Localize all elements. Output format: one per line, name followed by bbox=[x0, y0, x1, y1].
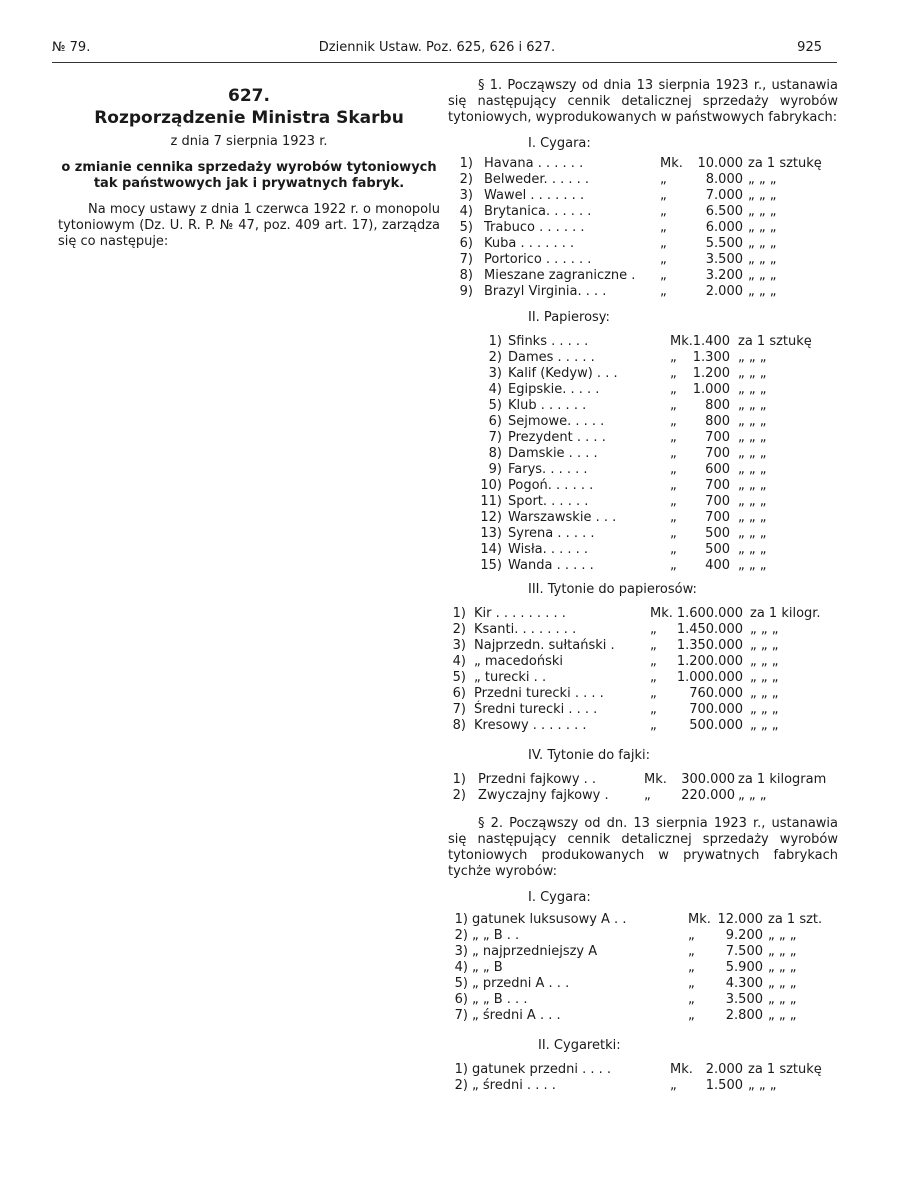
price-unit: „ bbox=[660, 172, 667, 187]
price-basis: „ „ „ bbox=[768, 928, 797, 943]
item-number: 2) bbox=[454, 928, 468, 943]
item-number: 5) bbox=[459, 220, 473, 235]
section-2-tables bbox=[448, 880, 838, 1093]
item-number: 11) bbox=[480, 494, 502, 509]
price-basis: „ „ „ bbox=[748, 204, 777, 219]
item-price: 500 bbox=[705, 542, 730, 557]
item-number: 2) bbox=[488, 350, 502, 365]
item-name: Belweder. . . . . . bbox=[484, 172, 590, 187]
item-name: Trabuco . . . . . . bbox=[484, 220, 585, 235]
price-unit: „ bbox=[660, 268, 667, 283]
item-price: 1.200.000 bbox=[676, 654, 743, 669]
item-name: Portorico . . . . . . bbox=[484, 252, 592, 267]
item-number: 4) bbox=[452, 654, 466, 669]
price-basis: „ „ „ bbox=[748, 220, 777, 235]
item-price: 400 bbox=[705, 558, 730, 573]
item-name: gatunek przedni . . . . bbox=[472, 1062, 612, 1077]
price-basis: „ „ „ bbox=[738, 788, 767, 803]
price-unit: „ bbox=[688, 1008, 695, 1023]
item-number: 4) bbox=[454, 960, 468, 975]
item-name: Havana . . . . . . bbox=[484, 156, 584, 171]
item-name: Sfinks . . . . . bbox=[508, 334, 589, 349]
price-unit: „ bbox=[650, 654, 657, 669]
item-name: Kir . . . . . . . . . bbox=[474, 606, 566, 621]
item-number: 14) bbox=[480, 542, 502, 557]
price-unit: „ bbox=[660, 284, 667, 299]
price-unit: „ bbox=[660, 204, 667, 219]
item-number: 1) bbox=[452, 606, 466, 621]
item-price: 6.500 bbox=[705, 204, 743, 219]
item-number: 4) bbox=[488, 382, 502, 397]
act-date: z dnia 7 sierpnia 1923 r. bbox=[170, 134, 328, 149]
item-number: 6) bbox=[454, 992, 468, 1007]
left-column bbox=[58, 88, 440, 250]
item-price: 500 bbox=[705, 526, 730, 541]
item-price: 1.600.000 bbox=[676, 606, 743, 621]
item-number: 7) bbox=[488, 430, 502, 445]
item-number: 1) bbox=[459, 156, 473, 171]
item-price: 1.450.000 bbox=[676, 622, 743, 637]
list-heading: III. Tytonie do papierosów: bbox=[528, 582, 697, 597]
price-basis: „ „ „ bbox=[748, 252, 777, 267]
item-number: 8) bbox=[452, 718, 466, 733]
item-name: Przedni fajkowy . . bbox=[478, 772, 597, 787]
item-name: „ średni A . . . bbox=[472, 1008, 561, 1023]
item-number: 1) bbox=[452, 772, 466, 787]
item-number: 6) bbox=[488, 414, 502, 429]
item-name: Zwyczajny fajkowy . bbox=[478, 788, 609, 803]
price-unit: „ bbox=[650, 702, 657, 717]
item-name: Wanda . . . . . bbox=[508, 558, 594, 573]
item-name: Kalif (Kedyw) . . . bbox=[508, 366, 618, 381]
item-number: 7) bbox=[454, 1008, 468, 1023]
price-basis: „ „ „ bbox=[750, 718, 779, 733]
price-basis: za 1 sztukę bbox=[748, 156, 822, 171]
price-unit: „ bbox=[670, 398, 677, 413]
item-price: 1.200 bbox=[692, 366, 730, 381]
item-price: 1.350.000 bbox=[676, 638, 743, 653]
item-price: 500.000 bbox=[689, 718, 743, 733]
item-price: 700 bbox=[705, 446, 730, 461]
price-unit: „ bbox=[670, 430, 677, 445]
price-unit: „ bbox=[650, 622, 657, 637]
item-name: „ „ B . . . bbox=[472, 992, 528, 1007]
price-unit: „ bbox=[670, 446, 677, 461]
item-number: 9) bbox=[488, 462, 502, 477]
price-basis: „ „ „ bbox=[738, 430, 767, 445]
price-basis: „ „ „ bbox=[768, 944, 797, 959]
item-number: 5) bbox=[454, 976, 468, 991]
item-price: 2.000 bbox=[705, 1062, 743, 1077]
price-unit: „ bbox=[670, 350, 677, 365]
price-basis: „ „ „ bbox=[738, 526, 767, 541]
item-price: 220.000 bbox=[681, 788, 735, 803]
price-unit: „ bbox=[660, 220, 667, 235]
act-number: 627. bbox=[228, 86, 270, 106]
price-basis: „ „ „ bbox=[748, 188, 777, 203]
price-basis: „ „ „ bbox=[750, 622, 779, 637]
item-price: 700.000 bbox=[689, 702, 743, 717]
header-rule bbox=[52, 62, 837, 63]
item-price: 300.000 bbox=[681, 772, 735, 787]
item-name: Pogoń. . . . . . bbox=[508, 478, 594, 493]
price-basis: „ „ „ bbox=[748, 236, 777, 251]
item-name: „ przedni A . . . bbox=[472, 976, 570, 991]
item-price: 9.200 bbox=[725, 928, 763, 943]
item-name: Najprzedn. sułtański . bbox=[474, 638, 615, 653]
item-number: 4) bbox=[459, 204, 473, 219]
right-column bbox=[448, 78, 838, 1093]
price-unit: „ bbox=[688, 992, 695, 1007]
price-basis: „ „ „ bbox=[738, 446, 767, 461]
list-heading: I. Cygara: bbox=[528, 890, 591, 905]
price-unit: „ bbox=[688, 928, 695, 943]
item-name: „ najprzedniejszy A bbox=[472, 944, 598, 959]
item-number: 8) bbox=[459, 268, 473, 283]
item-number: 1) bbox=[488, 334, 502, 349]
item-name: Prezydent . . . . bbox=[508, 430, 606, 445]
item-name: Brazyl Virginia. . . . bbox=[484, 284, 607, 299]
item-price: 2.000 bbox=[705, 284, 743, 299]
item-number: 6) bbox=[452, 686, 466, 701]
price-unit: Mk. bbox=[688, 912, 711, 927]
item-price: 4.300 bbox=[725, 976, 763, 991]
item-price: 1.300 bbox=[692, 350, 730, 365]
price-basis: za 1 sztukę bbox=[738, 334, 812, 349]
list-heading: II. Cygaretki: bbox=[538, 1038, 621, 1053]
item-name: „ średni . . . . bbox=[472, 1078, 556, 1093]
price-unit: „ bbox=[670, 510, 677, 525]
price-unit: „ bbox=[660, 252, 667, 267]
price-basis: „ „ „ bbox=[738, 414, 767, 429]
item-price: 3.500 bbox=[725, 992, 763, 1007]
item-number: 3) bbox=[454, 944, 468, 959]
item-price: 7.500 bbox=[725, 944, 763, 959]
price-basis: za 1 kilogram bbox=[738, 772, 827, 787]
price-unit: „ bbox=[650, 718, 657, 733]
issue-number: № 79. bbox=[52, 40, 91, 55]
price-basis: za 1 szt. bbox=[768, 912, 823, 927]
price-unit: Mk. bbox=[644, 772, 667, 787]
item-price: 700 bbox=[705, 510, 730, 525]
price-basis: za 1 sztukę bbox=[748, 1062, 822, 1077]
price-unit: „ bbox=[670, 366, 677, 381]
price-unit: „ bbox=[650, 686, 657, 701]
price-unit: „ bbox=[688, 976, 695, 991]
item-name: Mieszane zagraniczne . bbox=[484, 268, 636, 283]
section-2-text: § 2. Począwszy od dn. 13 sierpnia 1923 r., ustanawia się następujący cennik detalicznej sprzedaży wyrobów tytoniowych produkowanych w prywatnych fabrykach tychże wyrobów: bbox=[448, 816, 838, 879]
price-unit: „ bbox=[650, 670, 657, 685]
price-basis: „ „ „ bbox=[738, 350, 767, 365]
price-basis: „ „ „ bbox=[738, 558, 767, 573]
item-name: Warszawskie . . . bbox=[508, 510, 617, 525]
price-basis: „ „ „ bbox=[750, 702, 779, 717]
price-basis: „ „ „ bbox=[738, 494, 767, 509]
item-price: 5.900 bbox=[725, 960, 763, 975]
item-name: „ „ B . . bbox=[472, 928, 520, 943]
item-number: 2) bbox=[452, 622, 466, 637]
item-name: Klub . . . . . . bbox=[508, 398, 587, 413]
price-unit: „ bbox=[670, 526, 677, 541]
price-unit: „ bbox=[670, 558, 677, 573]
price-unit: Mk. bbox=[670, 334, 693, 349]
item-price: 700 bbox=[705, 430, 730, 445]
item-name: „ „ B bbox=[472, 960, 503, 975]
item-name: gatunek luksusowy A . . bbox=[472, 912, 627, 927]
price-unit: „ bbox=[670, 1078, 677, 1093]
item-number: 10) bbox=[480, 478, 502, 493]
item-name: Kresowy . . . . . . . bbox=[474, 718, 587, 733]
act-subject: o zmianie cennika sprzedaży wyrobów tytoniowych tak państwowych jak i prywatnych fabryk. bbox=[61, 160, 437, 191]
price-unit: „ bbox=[670, 462, 677, 477]
price-basis: „ „ „ bbox=[738, 478, 767, 493]
list-heading: II. Papierosy: bbox=[528, 310, 610, 325]
item-name: Sejmowe. . . . . bbox=[508, 414, 605, 429]
price-basis: „ „ „ bbox=[750, 654, 779, 669]
item-name: Brytanica. . . . . . bbox=[484, 204, 592, 219]
item-price: 2.800 bbox=[725, 1008, 763, 1023]
item-name: Wawel . . . . . . . bbox=[484, 188, 585, 203]
price-unit: „ bbox=[660, 188, 667, 203]
price-unit: „ bbox=[670, 494, 677, 509]
item-number: 3) bbox=[459, 188, 473, 203]
price-basis: „ „ „ bbox=[738, 510, 767, 525]
item-number: 12) bbox=[480, 510, 502, 525]
item-price: 700 bbox=[705, 494, 730, 509]
item-price: 760.000 bbox=[689, 686, 743, 701]
item-number: 5) bbox=[488, 398, 502, 413]
item-name: Syrena . . . . . bbox=[508, 526, 595, 541]
item-price: 7.000 bbox=[705, 188, 743, 203]
price-basis: „ „ „ bbox=[748, 284, 777, 299]
price-basis: „ „ „ bbox=[738, 382, 767, 397]
price-basis: „ „ „ bbox=[750, 686, 779, 701]
price-basis: „ „ „ bbox=[768, 960, 797, 975]
item-name: Egipskie. . . . . bbox=[508, 382, 600, 397]
price-basis: „ „ „ bbox=[738, 462, 767, 477]
section-1-tables bbox=[448, 126, 838, 816]
item-number: 7) bbox=[452, 702, 466, 717]
price-basis: „ „ „ bbox=[768, 976, 797, 991]
item-number: 6) bbox=[459, 236, 473, 251]
price-basis: „ „ „ bbox=[748, 172, 777, 187]
act-title: Rozporządzenie Ministra Skarbu bbox=[94, 108, 404, 128]
price-unit: „ bbox=[670, 542, 677, 557]
item-price: 8.000 bbox=[705, 172, 743, 187]
section-1-text: § 1. Począwszy od dnia 13 sierpnia 1923 r., ustanawia się następujący cennik detalicznej sprzedaży wyrobów tytoniowych, wyprodukowanych w państwowych fabrykach: bbox=[448, 78, 838, 125]
price-unit: „ bbox=[644, 788, 651, 803]
price-unit: „ bbox=[670, 478, 677, 493]
item-name: Kuba . . . . . . . bbox=[484, 236, 575, 251]
item-price: 1.400 bbox=[692, 334, 730, 349]
act-preamble: Na mocy ustawy z dnia 1 czerwca 1922 r. o monopolu tytoniowym (Dz. U. R. P. № 47, poz. 409 art. 17), zarządza się co następuje: bbox=[58, 202, 440, 249]
item-number: 3) bbox=[452, 638, 466, 653]
item-number: 1) bbox=[454, 912, 468, 927]
price-unit: Mk. bbox=[660, 156, 683, 171]
item-price: 5.500 bbox=[705, 236, 743, 251]
price-unit: „ bbox=[650, 638, 657, 653]
price-basis: „ „ „ bbox=[768, 1008, 797, 1023]
list-heading: IV. Tytonie do fajki: bbox=[528, 748, 650, 763]
price-unit: „ bbox=[670, 382, 677, 397]
item-price: 3.500 bbox=[705, 252, 743, 267]
item-price: 3.200 bbox=[705, 268, 743, 283]
item-number: 3) bbox=[488, 366, 502, 381]
item-number: 7) bbox=[459, 252, 473, 267]
price-unit: „ bbox=[660, 236, 667, 251]
item-number: 15) bbox=[480, 558, 502, 573]
price-basis: „ „ „ bbox=[750, 670, 779, 685]
item-number: 5) bbox=[452, 670, 466, 685]
item-name: Damskie . . . . bbox=[508, 446, 598, 461]
price-basis: „ „ „ bbox=[748, 268, 777, 283]
price-basis: „ „ „ bbox=[738, 542, 767, 557]
price-basis: „ „ „ bbox=[768, 992, 797, 1007]
price-basis: „ „ „ bbox=[750, 638, 779, 653]
price-unit: Mk. bbox=[670, 1062, 693, 1077]
item-number: 2) bbox=[452, 788, 466, 803]
item-number: 2) bbox=[454, 1078, 468, 1093]
page-header bbox=[52, 40, 822, 60]
item-price: 6.000 bbox=[705, 220, 743, 235]
price-basis: „ „ „ bbox=[738, 398, 767, 413]
item-name: Wisła. . . . . . bbox=[508, 542, 589, 557]
item-price: 800 bbox=[705, 414, 730, 429]
item-name: Dames . . . . . bbox=[508, 350, 595, 365]
item-price: 12.000 bbox=[717, 912, 763, 927]
item-name: Sport. . . . . . bbox=[508, 494, 589, 509]
price-basis: „ „ „ bbox=[748, 1078, 777, 1093]
list-heading: I. Cygara: bbox=[528, 136, 591, 151]
price-basis: za 1 kilogr. bbox=[750, 606, 821, 621]
item-name: Przedni turecki . . . . bbox=[474, 686, 604, 701]
price-unit: „ bbox=[670, 414, 677, 429]
price-basis: „ „ „ bbox=[738, 366, 767, 381]
item-number: 2) bbox=[459, 172, 473, 187]
item-number: 8) bbox=[488, 446, 502, 461]
item-price: 1.000.000 bbox=[676, 670, 743, 685]
item-price: 600 bbox=[705, 462, 730, 477]
item-name: Farys. . . . . . bbox=[508, 462, 588, 477]
item-price: 1.000 bbox=[692, 382, 730, 397]
item-name: Średni turecki . . . . bbox=[474, 702, 598, 717]
price-unit: „ bbox=[688, 960, 695, 975]
item-price: 800 bbox=[705, 398, 730, 413]
item-name: „ macedoński bbox=[474, 654, 564, 669]
item-price: 1.500 bbox=[705, 1078, 743, 1093]
item-number: 13) bbox=[480, 526, 502, 541]
item-number: 9) bbox=[459, 284, 473, 299]
price-unit: „ bbox=[688, 944, 695, 959]
item-price: 700 bbox=[705, 478, 730, 493]
item-number: 1) bbox=[454, 1062, 468, 1077]
item-price: 10.000 bbox=[697, 156, 743, 171]
price-unit: Mk. bbox=[650, 606, 673, 621]
item-name: Ksanti. . . . . . . . bbox=[474, 622, 577, 637]
item-name: „ turecki . . bbox=[474, 670, 547, 685]
page-number: 925 bbox=[797, 40, 822, 55]
journal-title: Dziennik Ustaw. Poz. 625, 626 i 627. bbox=[318, 40, 556, 55]
